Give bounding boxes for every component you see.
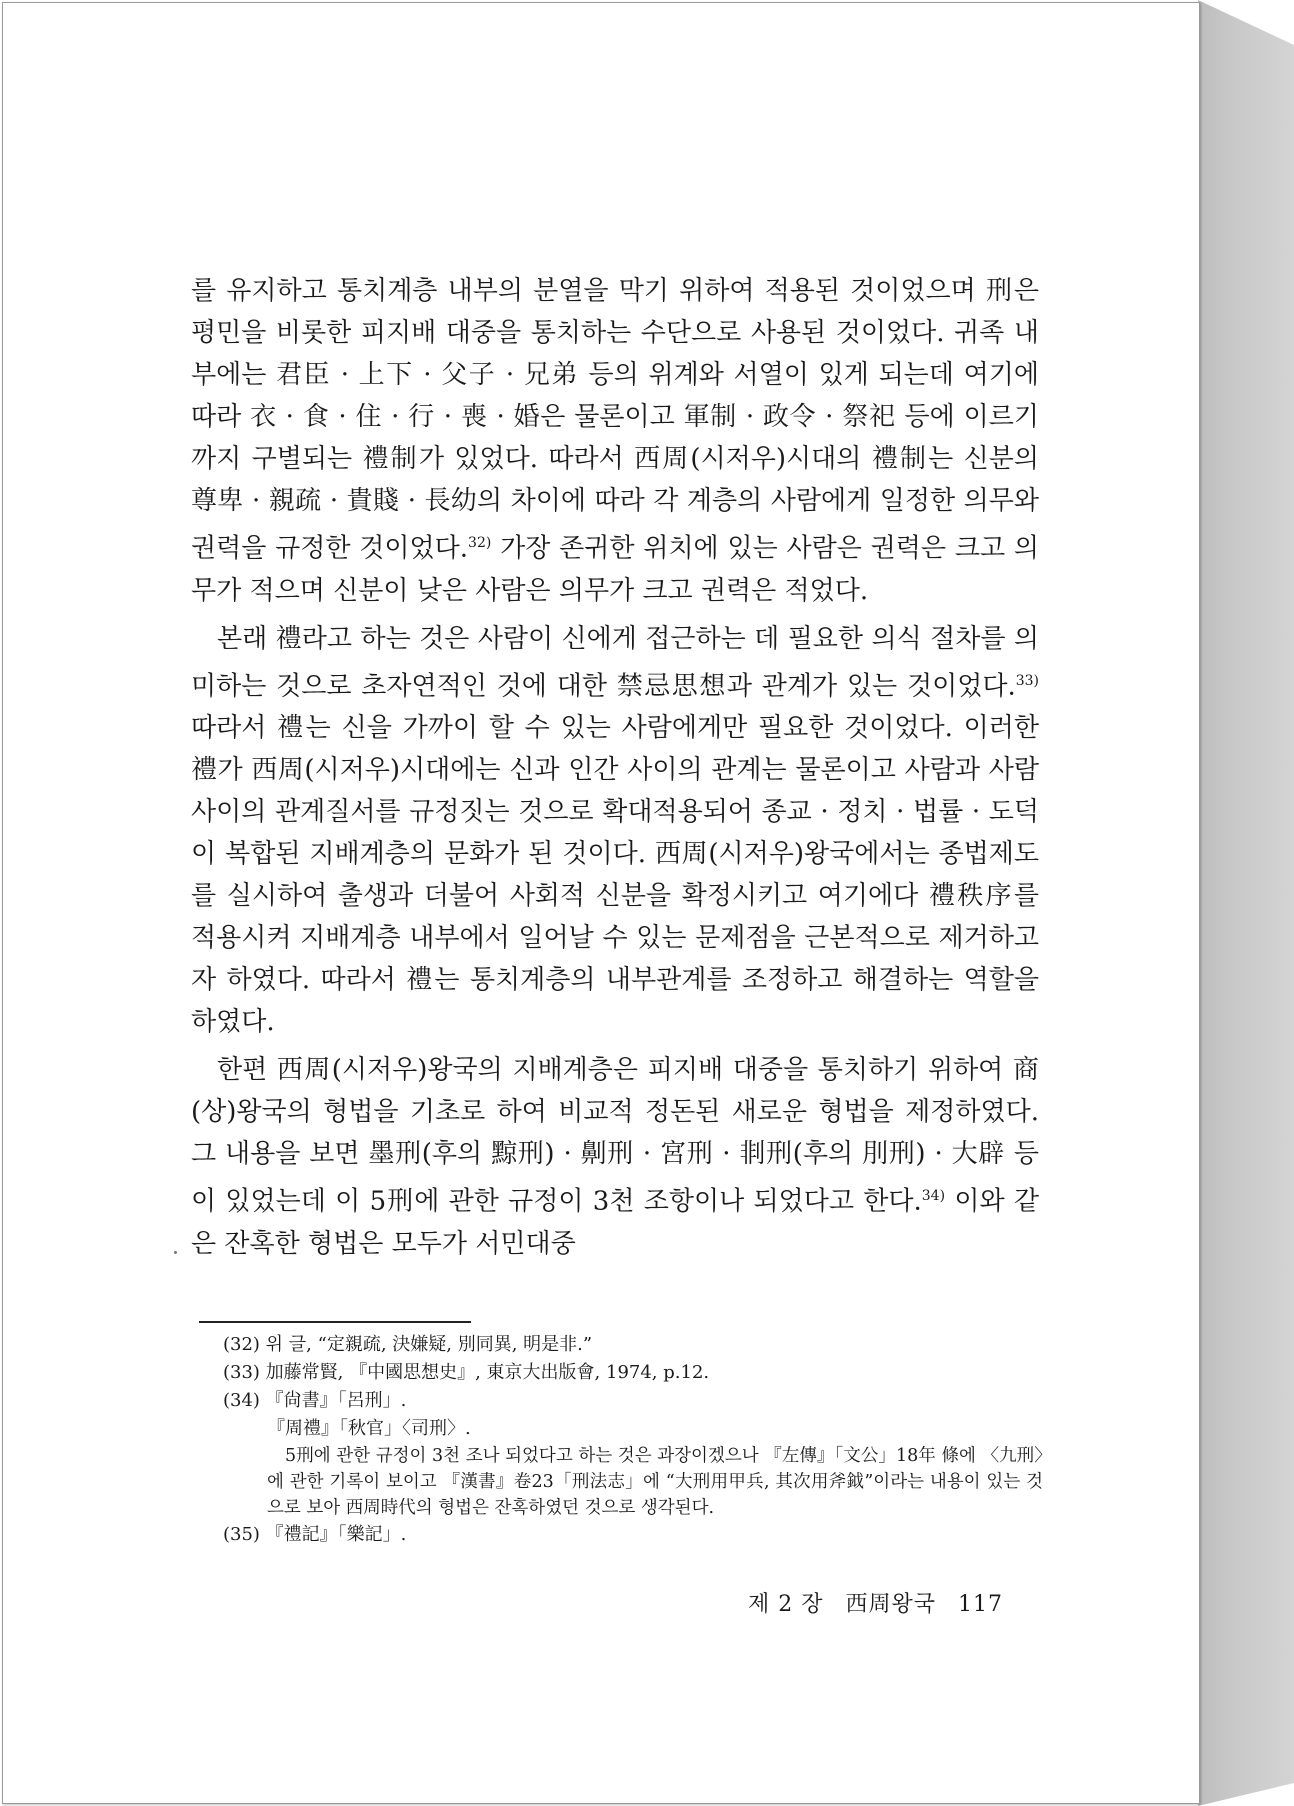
footnote-ref-34: 34) bbox=[921, 1188, 946, 1205]
chapter-label: 제 2 장 bbox=[747, 1592, 824, 1617]
footnote-32: (32) 위 글, “定親疏, 決嫌疑, 別同異, 明是非.” bbox=[223, 1334, 593, 1355]
paragraph-3: 한편 西周(시저우)왕국의 지배계층은 피지배 대중을 통치하기 위하여 商(상)왕국의 형법을 기초로 하여 비교적 정돈된 새로운 형법을 제정하였다. 그 내용을 보면 墨刑(후의 黥刑) · 劓刑 · 宮刑 · 剕刑(후의 刖刑) · 大辟 등이 있었는데 이 5刑에 관한 규정이 3천 조항이나 되었다고 한다.$^{34)}$ 이와 같은 잔혹한 형법은 모두가 서민대중 bbox=[191, 1055, 1039, 1259]
footnotes bbox=[223, 1331, 1043, 1549]
footnote-34-note: 5刑에 관한 규정이 3천 조나 되었다고 하는 것은 과장이겠으나 『左傳』「文公」18年 條에 〈九刑〉에 관한 기록이 보이고 『漢書』卷23「刑法志」에 “大刑用甲兵, 其次用斧鉞”이라는 내용이 있는 것으로 보아 西周時代의 형법은 잔혹하였던 것으로 생각된다. bbox=[267, 1446, 1043, 1518]
footnote-ref-33: 33) bbox=[1015, 672, 1039, 689]
paragraph-2: 본래 禮라고 하는 것은 사람이 신에게 접근하는 데 필요한 의식 절차를 의미하는 것으로 초자연적인 것에 대한 禁忌思想과 관계가 있는 것이었다.$^{33)}$ 따라서 禮는 신을 가까이 할 수 있는 사람에게만 필요한 것이었다. 이러한 禮가 西周(시저우)시대에는 신과 인간 사이의 관계는 물론이고 사람과 사람 사이의 관계질서를 규정짓는 것으로 확대적용되어 종교 · 정치 · 법률 · 도덕이 복합된 지배계층의 문화가 된 것이다. 西周(시저우)왕국에서는 종법제도를 실시하여 출생과 더불어 사회적 신분을 확정시키고 여기에다 禮秩序를 적용시켜 지배계층 내부에서 일어날 수 있는 문제점을 근본적으로 제거하고자 하였다. 따라서 禮는 통치계층의 내부관계를 조정하고 해결하는 역할을 하였다. bbox=[191, 623, 1039, 1038]
book-page bbox=[2, 2, 1200, 1804]
margin-dot bbox=[174, 1251, 177, 1254]
footnote-35: (35) 『禮記』「樂記」. bbox=[223, 1524, 407, 1545]
book-side-edge bbox=[1198, 0, 1294, 1806]
running-footer bbox=[734, 1587, 1003, 1618]
chapter-title: 西周왕국 bbox=[845, 1592, 936, 1617]
footnote-34-source: 『周禮』「秋官」〈司刑〉. bbox=[267, 1418, 471, 1439]
page-number: 117 bbox=[958, 1592, 1003, 1617]
body-text bbox=[191, 270, 1039, 1271]
footnote-divider bbox=[199, 1321, 471, 1323]
footnote-34: (34) 『尙書』「呂刑」. bbox=[223, 1390, 407, 1411]
footnote-ref-32: 32) bbox=[468, 535, 492, 551]
paragraph-1: 를 유지하고 통치계층 내부의 분열을 막기 위하여 적용된 것이었으며 刑은 평민을 비롯한 피지배 대중을 통치하는 수단으로 사용된 것이었다. 귀족 내부에는 君臣 · 上下 · 父子 · 兄弟 등의 위계와 서열이 있게 되는데 여기에 따라 衣 · 食 · 住 · 行 · 喪 · 婚은 물론이고 軍制 · 政令 · 祭祀 등에 이르기까지 구별되는 禮制가 있었다. 따라서 西周(시저우)시대의 禮制는 신분의 尊卑 · 親疏 · 貴賤 · 長幼의 차이에 따라 각 계층의 사람에게 일정한 의무와 권력을 규정한 것이었다.$^{32)}$ 가장 존귀한 위치에 있는 사람은 권력은 크고 의무가 적으며 신분이 낮은 사람은 의무가 크고 권력은 적었다. bbox=[191, 276, 1039, 606]
footnote-33: (33) 加藤常賢, 『中國思想史』, 東京大出版會, 1974, p.12. bbox=[223, 1362, 710, 1383]
